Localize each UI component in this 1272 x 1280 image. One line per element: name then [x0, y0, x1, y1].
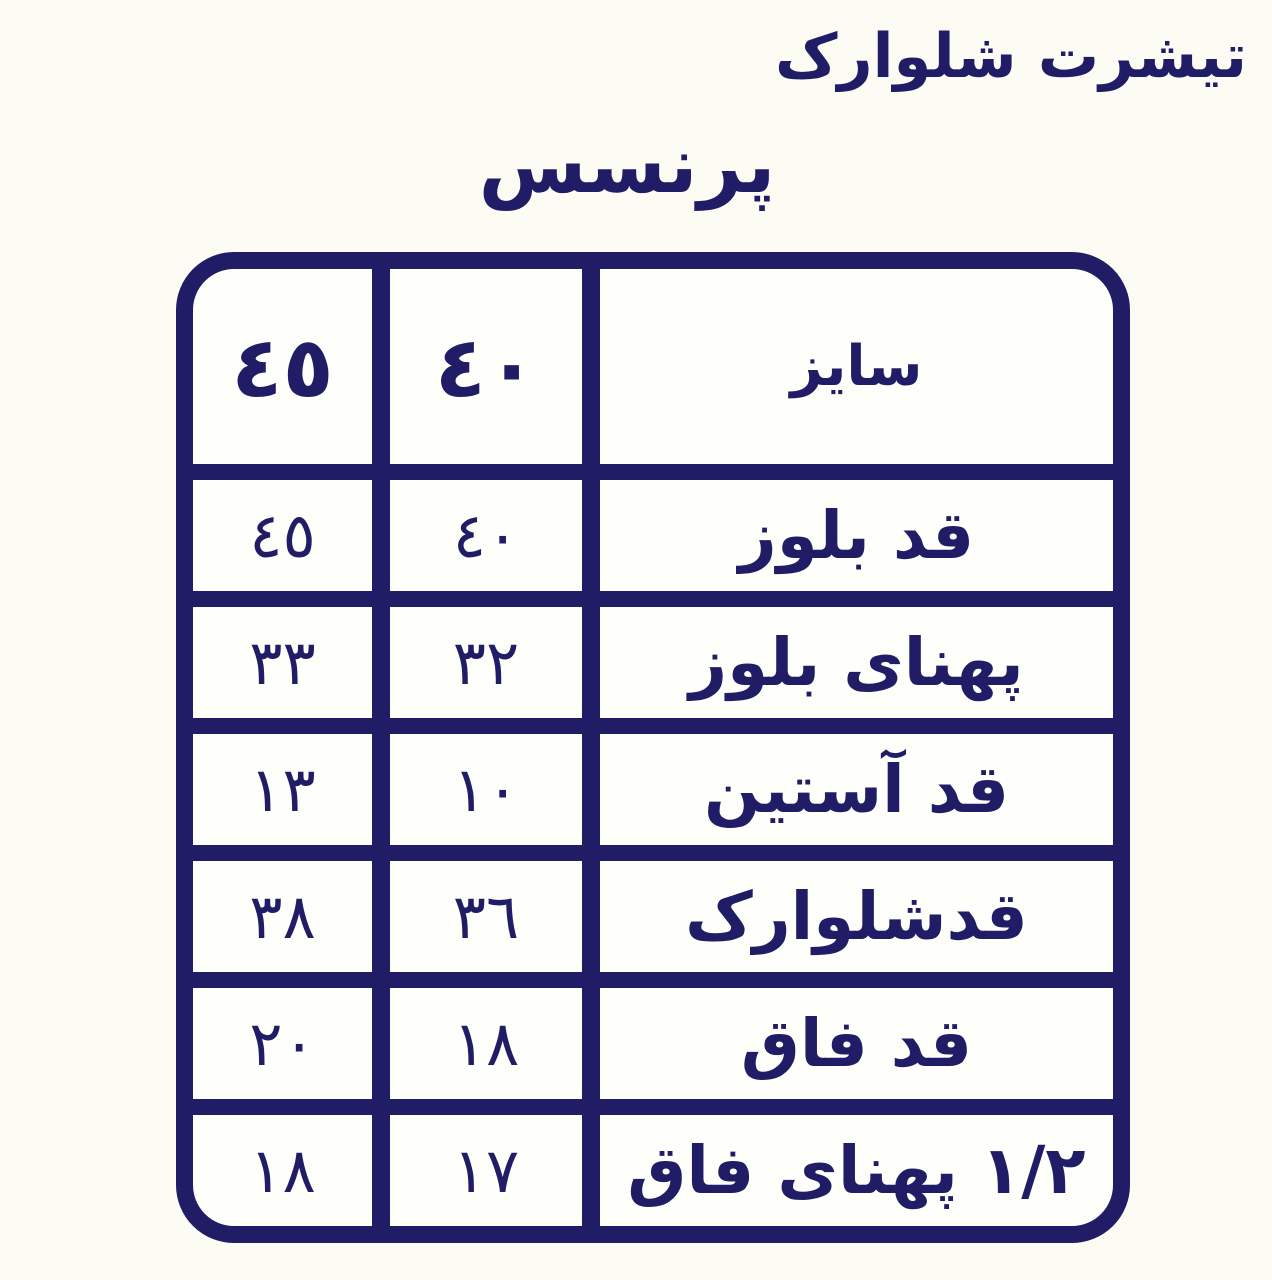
row-label: قد بلوز	[600, 464, 1113, 591]
table-row-blouse-length	[193, 464, 1113, 591]
row-value-45: ٣٣	[193, 591, 390, 718]
row-value-45: ٤٥	[193, 464, 390, 591]
row-value-40: ١٠	[390, 718, 600, 845]
row-value-40: ١٧	[390, 1099, 600, 1226]
header-size-40: ٤٠	[390, 269, 600, 464]
header-size-label: سایز	[790, 334, 923, 399]
table-row-half-rise-width	[193, 1099, 1113, 1226]
table-row-rise-length	[193, 972, 1113, 1099]
size-table-grid	[193, 269, 1113, 1226]
table-row-shorts-length	[193, 845, 1113, 972]
table-row-blouse-width	[193, 591, 1113, 718]
table-row-sleeve-length	[193, 718, 1113, 845]
row-label: پهنای بلوز	[600, 591, 1113, 718]
row-value-40: ٣٢	[390, 591, 600, 718]
row-value-45: ٢٠	[193, 972, 390, 1099]
row-value-40: ٤٠	[390, 464, 600, 591]
size-table	[176, 252, 1130, 1243]
table-header-row	[193, 269, 1113, 464]
row-label: قد فاق	[600, 972, 1113, 1099]
row-value-45: ٣٨	[193, 845, 390, 972]
product-title: تیشرت شلوارک	[775, 21, 1247, 92]
row-label: ١/٢ پهنای فاق	[600, 1099, 1113, 1226]
row-value-45: ١٨	[193, 1099, 390, 1226]
row-value-45: ١٣	[193, 718, 390, 845]
header-size-45: ٤٥	[193, 269, 390, 464]
row-label: قد آستین	[600, 718, 1113, 845]
product-subtitle: پرنسس	[478, 121, 776, 211]
row-value-40: ١٨	[390, 972, 600, 1099]
row-value-40: ٣٦	[390, 845, 600, 972]
row-label: قدشلوارک	[600, 845, 1113, 972]
